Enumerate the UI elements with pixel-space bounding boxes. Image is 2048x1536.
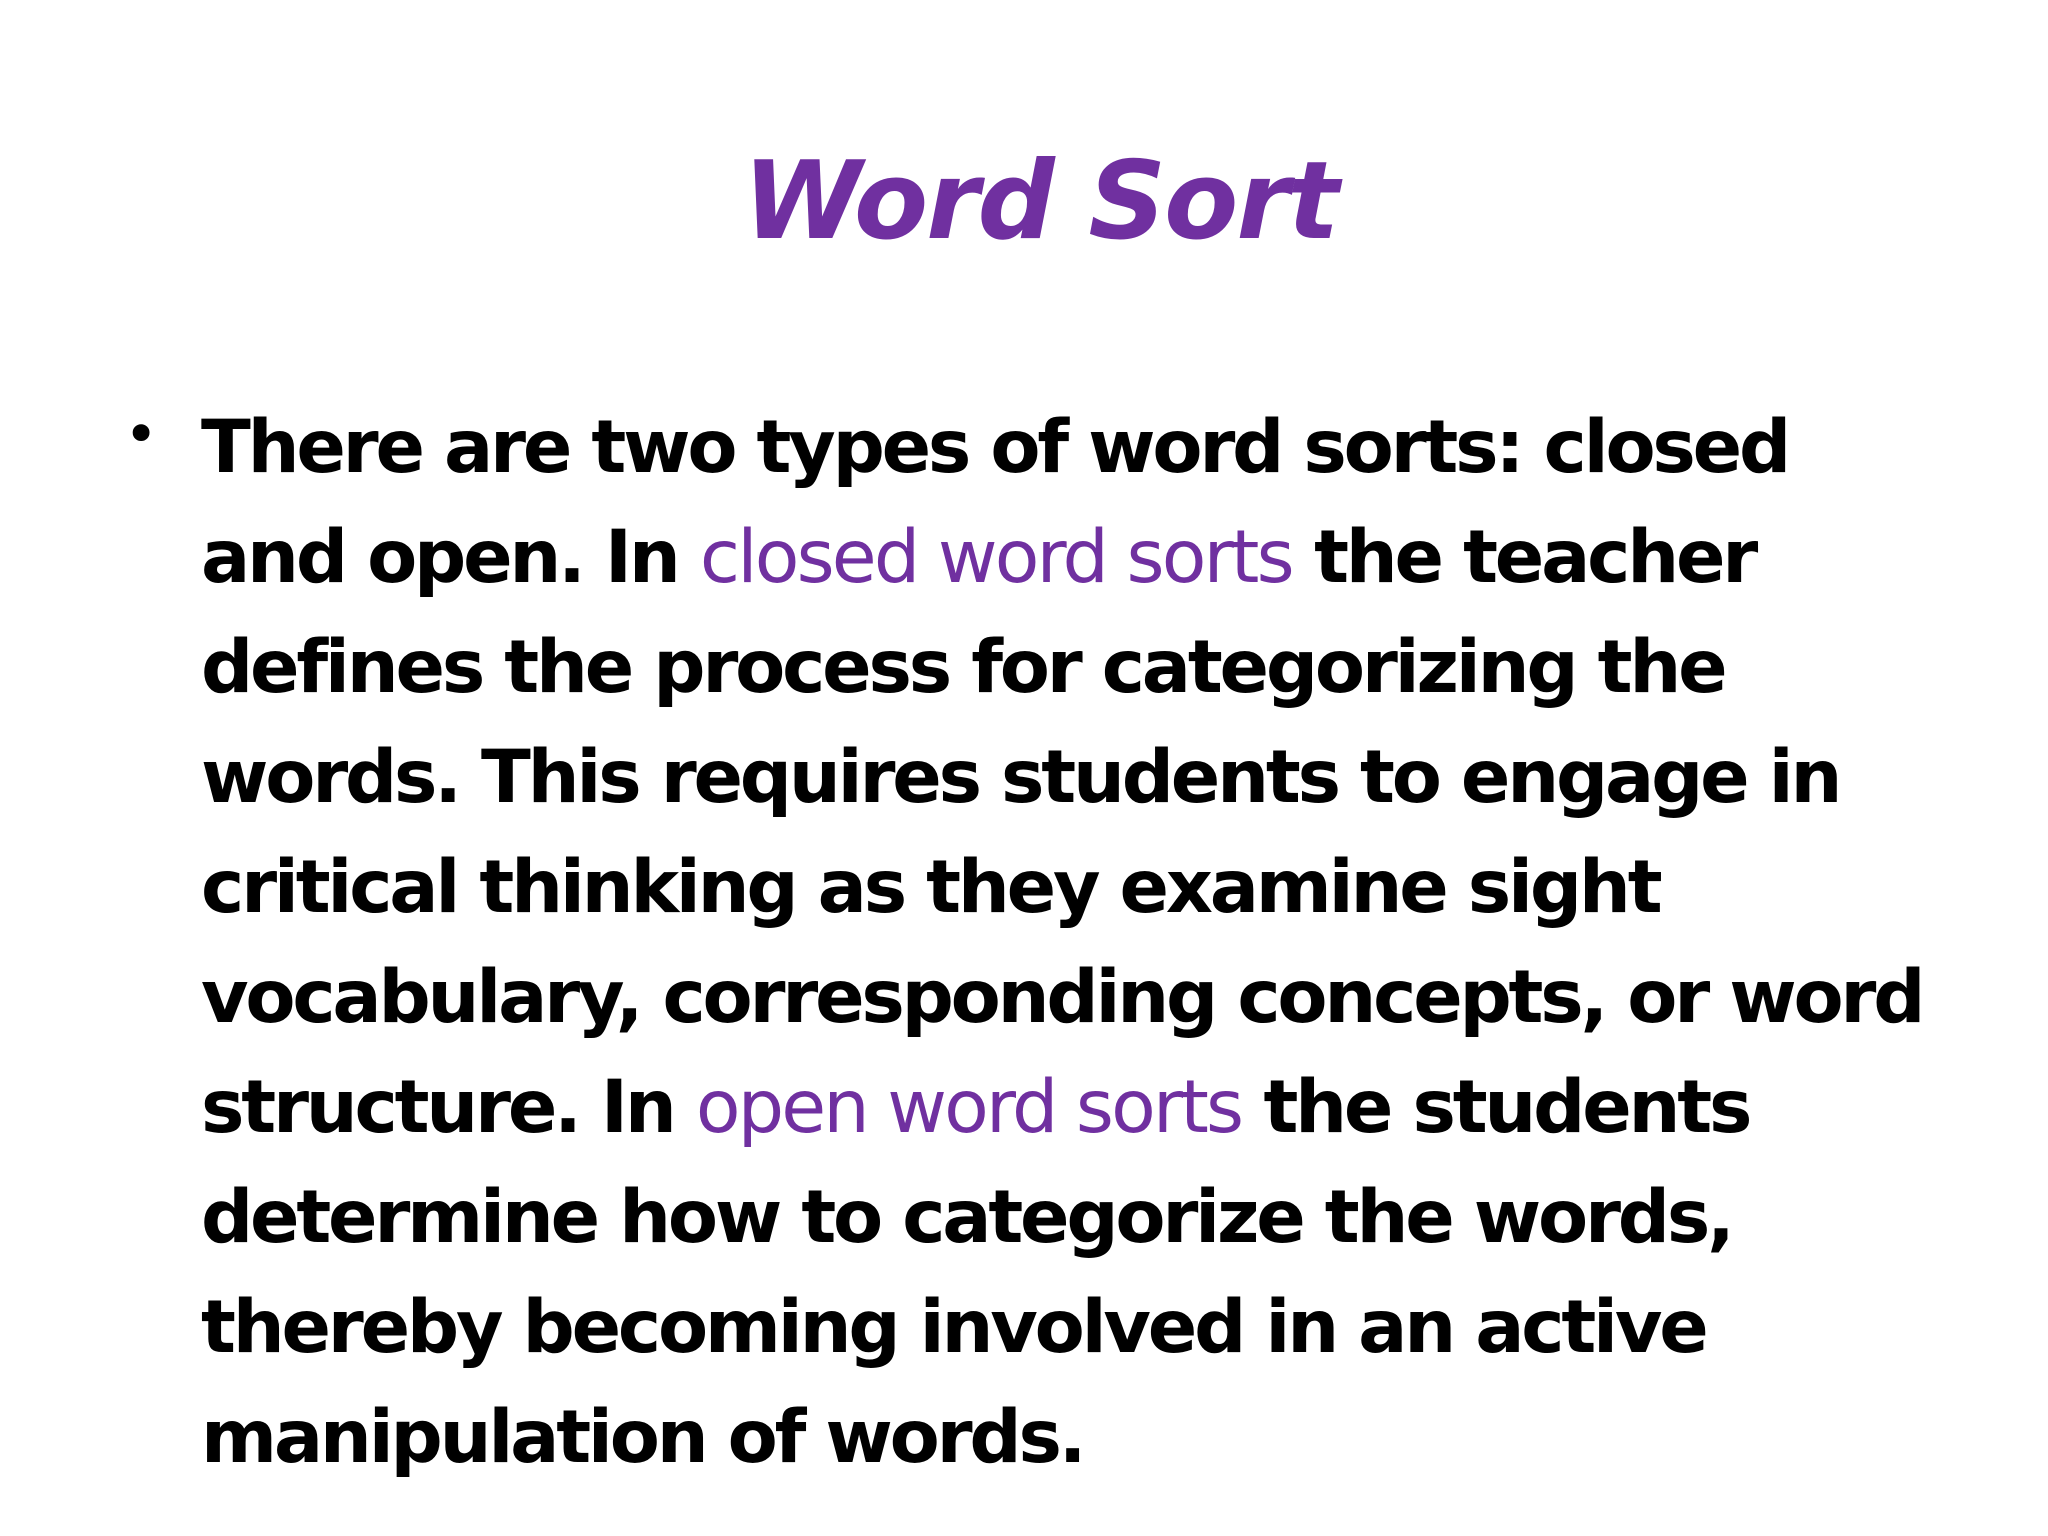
paragraph-line [201, 723, 1991, 833]
slide-title: Word Sort [742, 139, 1338, 264]
paragraph-line [201, 613, 1991, 723]
paragraph-line [201, 943, 1991, 1053]
paragraph-line [201, 1163, 1991, 1273]
line-text: thereby becoming involved in an active [201, 1285, 1706, 1370]
line-text: critical thinking as they examine sight [201, 845, 1660, 930]
highlight-open-word-sorts: open word sorts [695, 1065, 1242, 1150]
line-text: structure. In [201, 1065, 696, 1150]
line-text: the students [1241, 1065, 1750, 1150]
paragraph-line [201, 1273, 1991, 1383]
line-text: defines the process for categorizing the [201, 625, 1725, 710]
paragraph-line [201, 1053, 1991, 1163]
line-text: manipulation of words. [201, 1395, 1084, 1480]
bullet-marker: • [124, 400, 159, 468]
paragraph-line [201, 393, 1991, 503]
line-text: vocabulary, corresponding concepts, or word [201, 955, 1923, 1040]
paragraph-line [201, 833, 1991, 943]
paragraph-line [201, 503, 1991, 613]
line-text: the teacher [1291, 515, 1756, 600]
line-text: determine how to categorize the words, [201, 1175, 1732, 1260]
line-text: and open. In [201, 515, 700, 600]
paragraph-line [201, 1383, 1991, 1493]
bullet-paragraph [201, 393, 1991, 1493]
highlight-closed-word-sorts: closed word sorts [699, 515, 1292, 600]
line-text: words. This requires students to engage in [201, 735, 1840, 820]
line-text: There are two types of word sorts: closed [201, 405, 1789, 490]
